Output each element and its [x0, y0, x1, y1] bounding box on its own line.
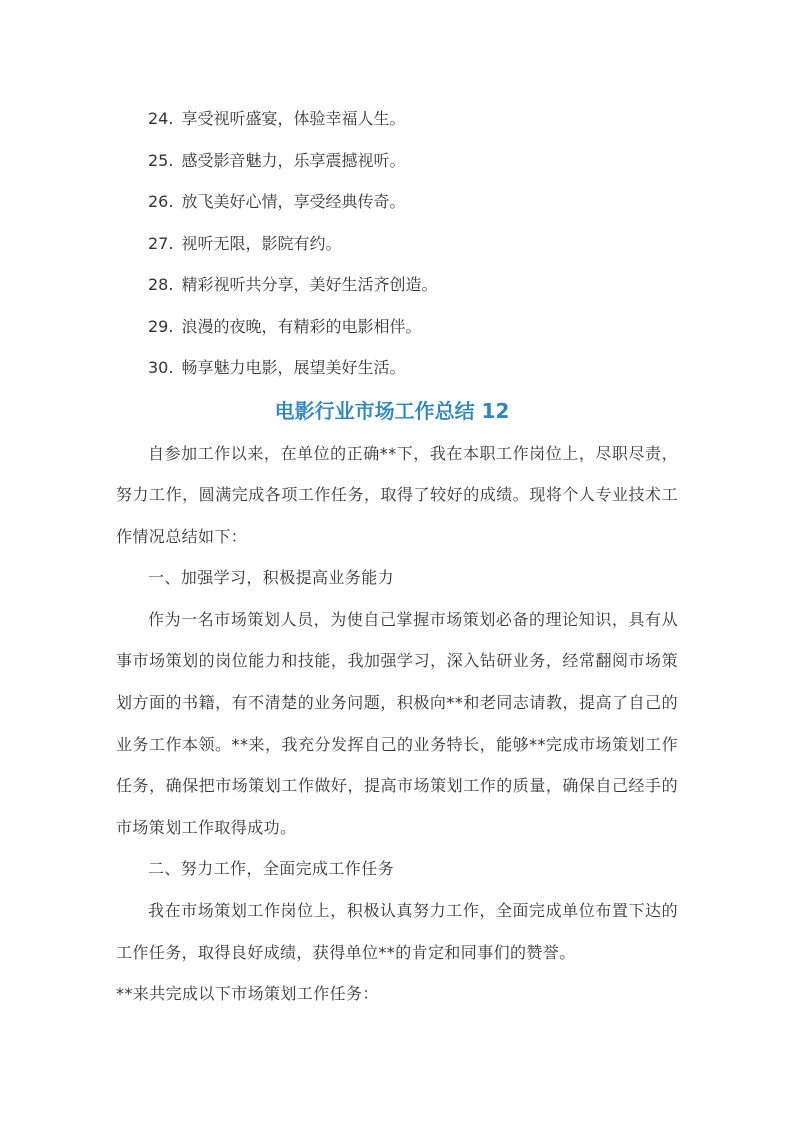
paragraph-3: **来共完成以下市场策划工作任务： [116, 984, 379, 1004]
subheading-2: 二、努力工作，全面完成工作任务 [148, 859, 395, 879]
list-text: 浪漫的夜晚，有精彩的电影相伴。 [181, 316, 422, 336]
list-item [116, 264, 678, 306]
list-number: 28. [148, 275, 174, 294]
section-title: 电影行业市场工作总结 12 [274, 398, 510, 423]
list-item [116, 98, 678, 140]
paragraph-1: 作为一名市场策划人员，为使自己掌握市场策划必备的理论知识，具有从事市场策划的岗位能力和技能，我加强学习，深入钻研业务，经常翻阅市场策划方面的书籍，有不清楚的业务问题，积极向**和老同志请教，提高了自己的业务工作本领。**来，我充分发挥自己的业务特长，能够**完成市场策划工作任务，确保把市场策划工作做好，提高市场策划工作的质量，确保自己经手的市场策划工作取得成功。 [116, 609, 678, 837]
list-text: 畅享魅力电影，展望美好生活。 [181, 358, 406, 377]
subheading-1: 一、加强学习，积极提高业务能力 [148, 568, 395, 588]
list-number: 24. [148, 109, 174, 128]
list-number: 25. [148, 150, 174, 170]
list-number: 26. [148, 192, 174, 211]
paragraph-2: 我在市场策划工作岗位上，积极认真努力工作，全面完成单位布置下达的工作任务，取得良好成绩，获得单位**的肯定和同事们的赞誉。 [116, 901, 678, 962]
document-content [116, 98, 678, 1015]
list-number: 29. [148, 316, 174, 336]
list-item [116, 223, 678, 265]
list-text: 感受影音魅力，乐享震撼视听。 [181, 150, 406, 170]
list-item [116, 347, 678, 389]
list-number: 30. [148, 358, 174, 377]
list-text: 精彩视听共分享，美好生活齐创造。 [181, 275, 438, 294]
list-item [116, 140, 678, 182]
list-text: 享受视听盛宴，体验幸福人生。 [181, 109, 406, 128]
intro-paragraph: 自参加工作以来，在单位的正确**下，我在本职工作岗位上，尽职尽责，努力工作，圆满完成各项工作任务，取得了较好的成绩。现将个人专业技术工作情况总结如下： [116, 443, 678, 546]
list-text: 放飞美好心情，享受经典传奇。 [181, 192, 406, 211]
list-text: 视听无限，影院有约。 [181, 233, 342, 253]
list-item [116, 181, 678, 223]
list-item [116, 306, 678, 348]
list-number: 27. [148, 233, 174, 253]
